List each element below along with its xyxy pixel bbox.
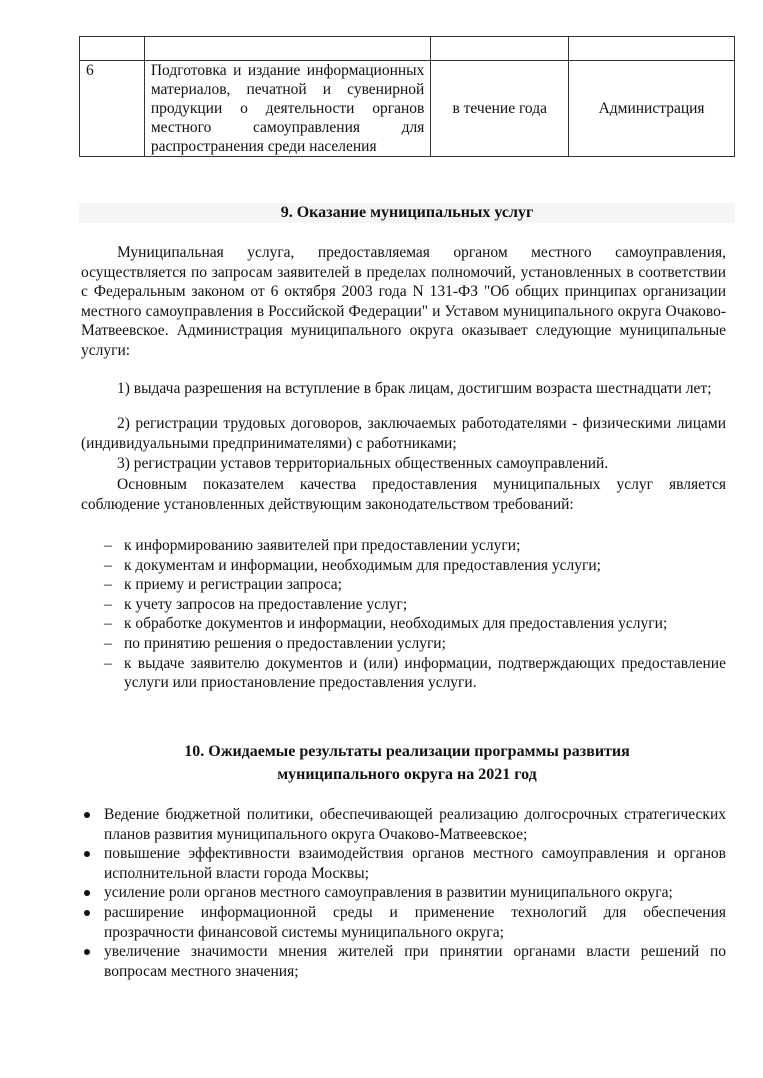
section-9-heading: 9. Оказание муниципальных услуг (79, 203, 735, 223)
list-item: – к обработке документов и информации, необходимых для предоставления услуги; (104, 614, 726, 634)
bullet-icon (84, 910, 90, 916)
section-10-heading-line-1: 10. Ожидаемые результаты реализации программы развития (184, 743, 630, 760)
section-9-intro: Муниципальная услуга, предоставляемая органом местного самоуправления, осуществляется по запросам заявителей в пределах полномочий, установленных в соответствии с Федеральным законом от 6 октября 2003 года N 131-ФЗ "Об общих принципах организации местного самоуправления в Российской Федерации" и Уставом муниципального округа Очаково-Матвеевское. Администрация муниципального округа оказывает следующие муниципальные услуги: (81, 244, 726, 359)
bullet-icon (84, 812, 90, 818)
list-item (84, 942, 726, 981)
list-item: – к учету запросов на предоставление услуг; (104, 595, 726, 615)
result-text: увеличение значимости мнения жителей при принятии органами власти решений по вопросам местного значения; (104, 943, 726, 980)
table-cell (569, 37, 735, 61)
activity-description: Подготовка и издание информационных материалов, печатной и сувенирной продукции о деятельности органов местного самоуправления для распространения среди населения (144, 61, 431, 157)
bullet-icon (84, 851, 90, 857)
plan-table (79, 36, 735, 157)
list-item (84, 805, 726, 844)
list-item: – по принятию решения о предоставлении услуги; (104, 634, 726, 654)
bullet-icon (84, 890, 90, 896)
results-list (84, 805, 726, 981)
list-item (84, 844, 726, 883)
service-item: 1) выдача разрешения на вступление в брак лицам, достигшим возраста шестнадцати лет; (117, 380, 712, 397)
quality-paragraph: Основным показателем качества предоставления муниципальных услуг является соблюдение установленных действующим законодательством требований: (81, 476, 726, 513)
result-text: повышение эффективности взаимодействия органов местного самоуправления и органов исполнительной власти города Москвы; (104, 845, 726, 882)
requirements-list (104, 536, 726, 693)
list-item (84, 883, 726, 903)
service-item: 2) регистрации трудовых договоров, заключаемых работодателями - физическими лицами (индивидуальными предпринимателями) с работниками; (81, 415, 726, 452)
table-row (80, 37, 735, 61)
activity-period: в течение года (431, 61, 569, 157)
activity-responsible: Администрация (569, 61, 735, 157)
list-item: – к документам и информации, необходимым для предоставления услуги; (104, 556, 726, 576)
section-10-heading-line-2: муниципального округа на 2021 год (277, 766, 537, 783)
table-cell (431, 37, 569, 61)
table-row (80, 61, 735, 157)
list-item (84, 903, 726, 942)
result-text: усиление роли органов местного самоуправления в развитии муниципального округа; (104, 884, 673, 902)
row-number: 6 (80, 61, 145, 157)
list-item: – к приему и регистрации запроса; (104, 575, 726, 595)
bullet-icon (84, 949, 90, 955)
result-text: расширение информационной среды и применение технологий для обеспечения прозрачности финансовой системы муниципального округа; (104, 903, 726, 941)
result-text: Ведение бюджетной политики, обеспечивающей реализацию долгосрочных стратегических планов развития муниципального округа Очаково-Матвеевское; (104, 806, 726, 843)
list-item: – к выдаче заявителю документов и (или) информации, подтверждающих предоставление услуги или приостановление предоставления услуги. (104, 654, 726, 693)
table-cell (144, 37, 431, 61)
list-item: – к информированию заявителей при предоставлении услуги; (104, 536, 726, 556)
service-item: 3) регистрации уставов территориальных общественных самоуправлений. (117, 455, 609, 472)
table-cell (80, 37, 145, 61)
